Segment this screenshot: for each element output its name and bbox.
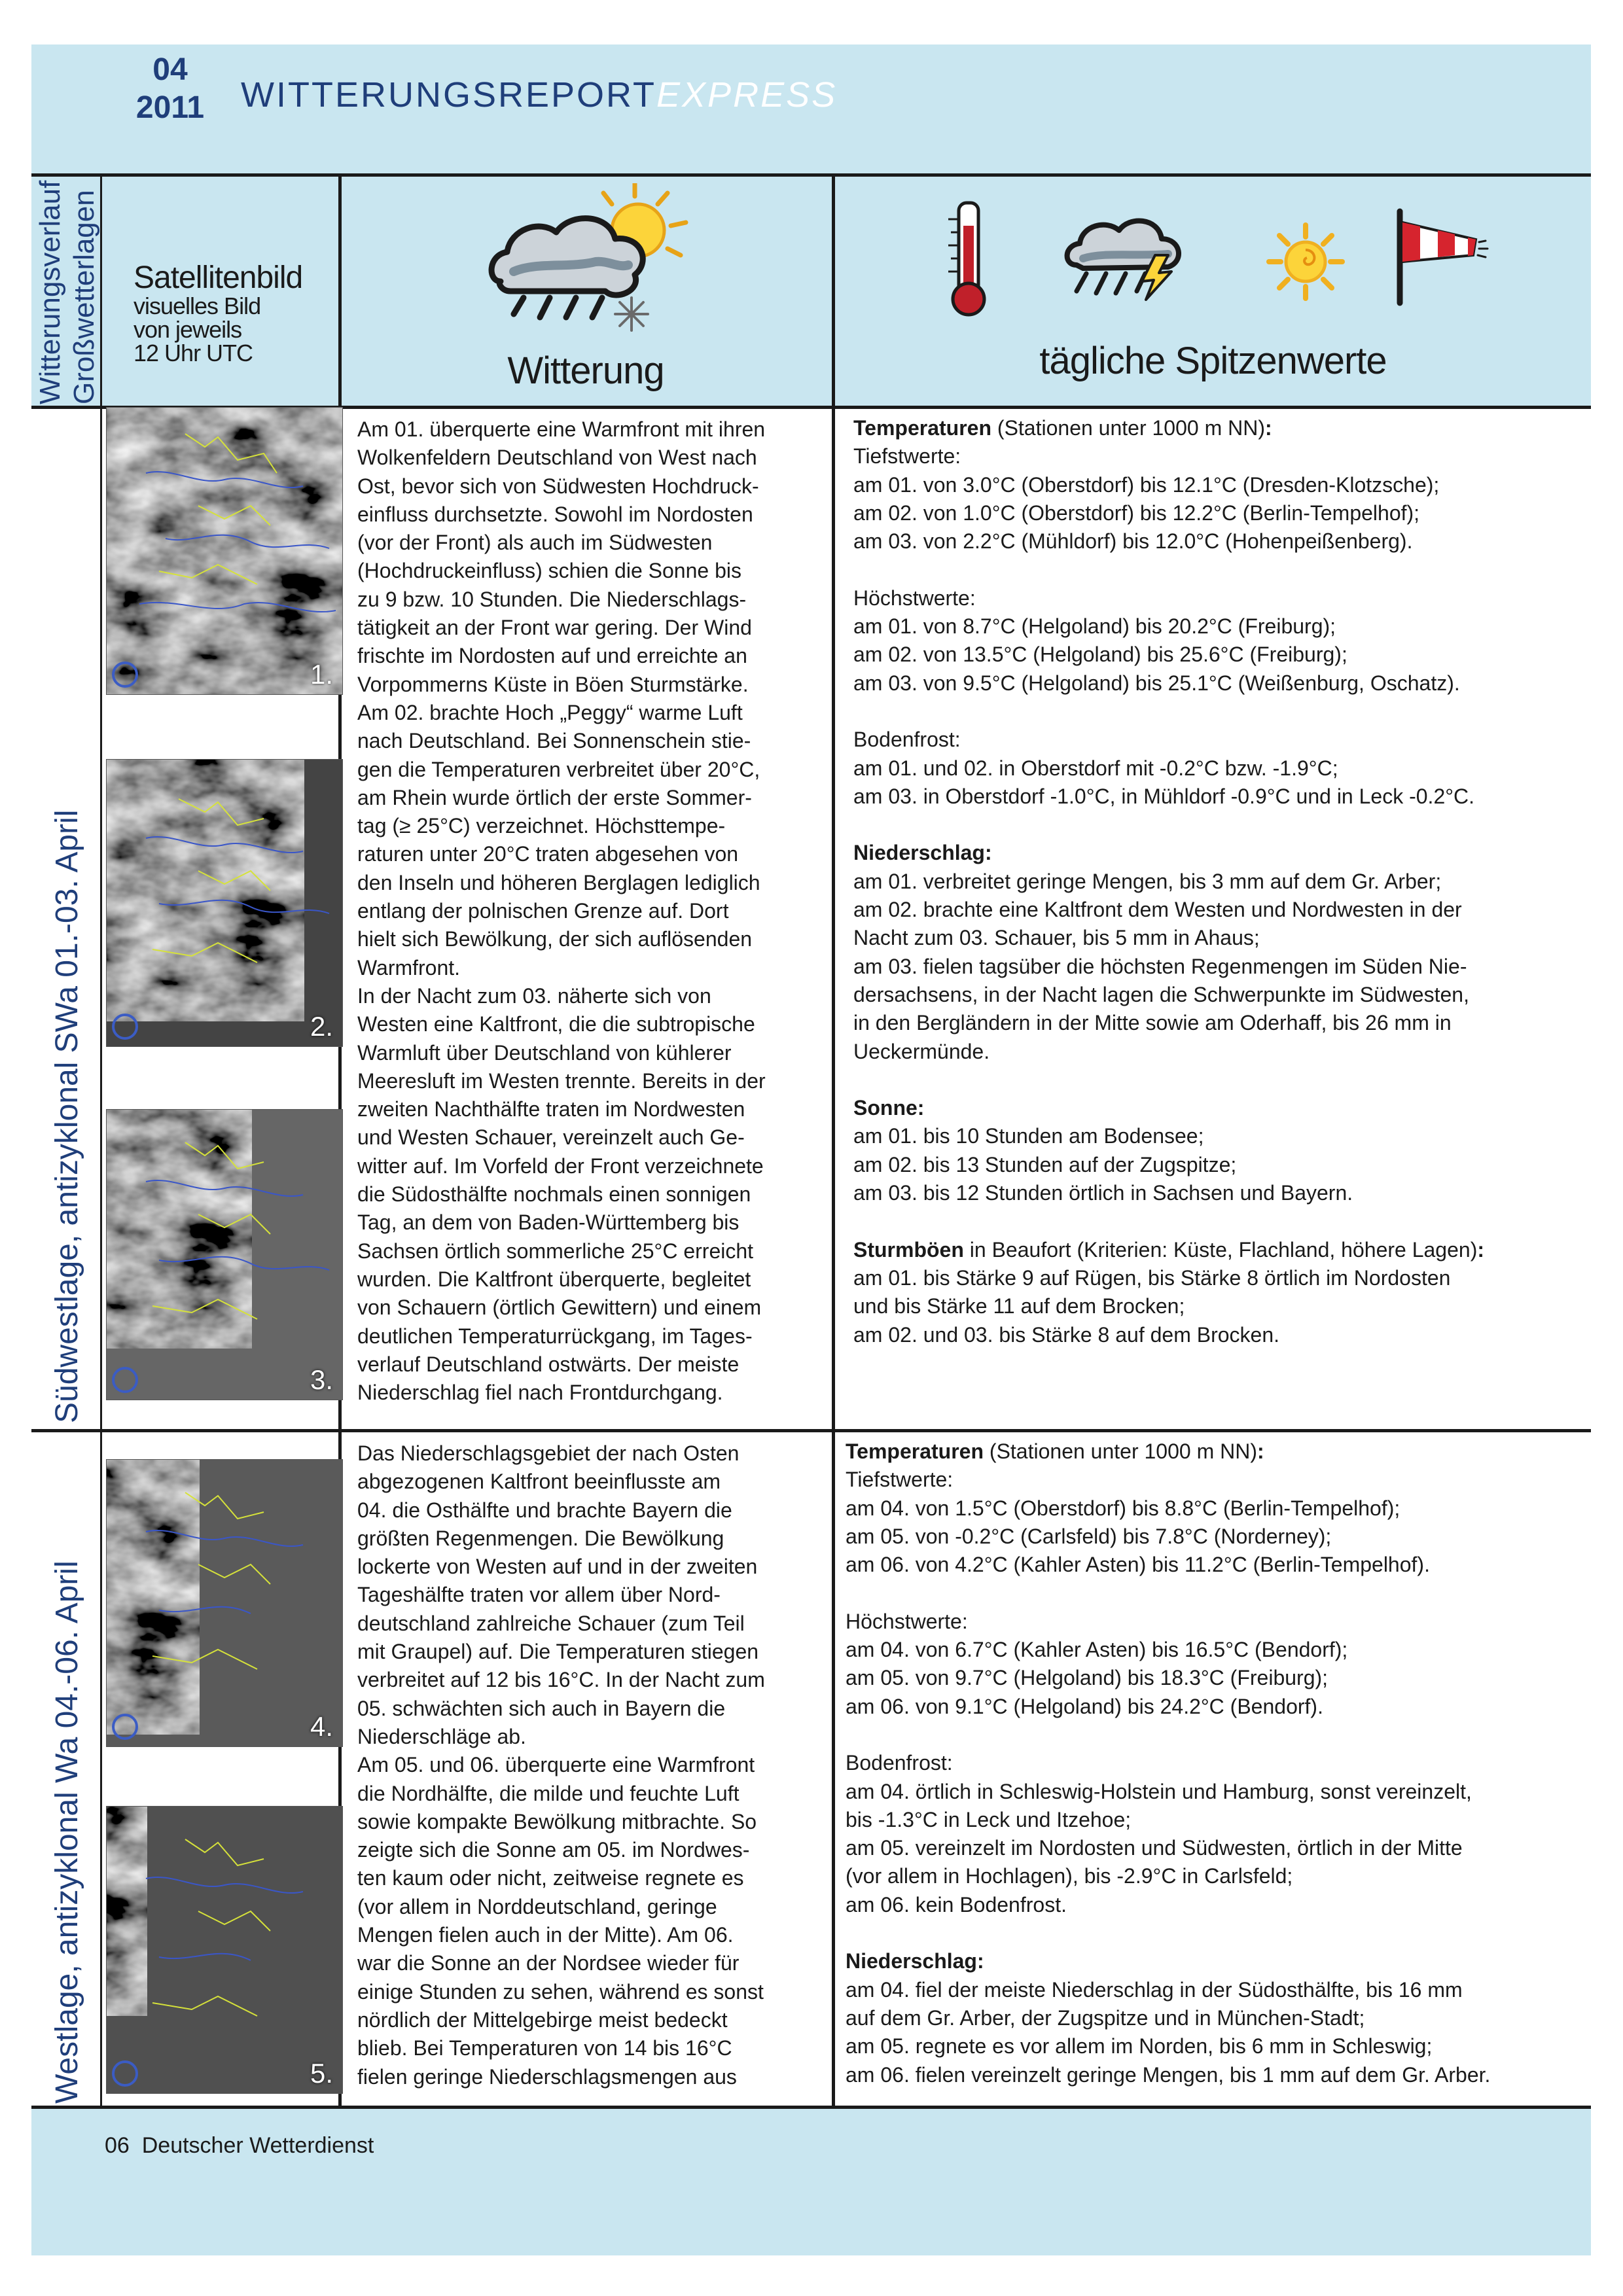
- weather-line: zu 9 bzw. 10 Stunden. Die Niederschlags-: [357, 587, 747, 611]
- peak-line: [846, 1806, 1585, 1834]
- peak-line: [853, 1207, 1586, 1235]
- issue-year: 2011: [135, 90, 205, 125]
- weather-line: Meeresluft im Westen trennte. Bereits in der: [357, 1069, 766, 1093]
- weather-line: Am 01. überquerte eine Warmfront mit ihren: [357, 417, 766, 441]
- peak-text: (Stationen unter 1000 m NN): [984, 1439, 1257, 1463]
- weather-line: Westen eine Kaltfront, die die subtropische: [357, 1012, 755, 1036]
- peak-text: am 03. fielen tagsüber die höchsten Regenmengen im Süden Nie-: [853, 954, 1467, 978]
- weather-line: gen die Temperaturen verbreitet über 20°C,: [357, 757, 760, 781]
- peak-line: [846, 1947, 1585, 1975]
- weather-line: Warmfront.: [357, 955, 461, 980]
- peak-line: [853, 783, 1586, 811]
- peak-text: am 02. von 13.5°C (Helgoland) bis 25.6°C (Freiburg);: [853, 643, 1347, 667]
- peak-line: [853, 1009, 1586, 1037]
- satellite-image-3: [106, 1109, 343, 1400]
- peak-line: [853, 726, 1586, 754]
- peak-text: Ueckermünde.: [853, 1039, 990, 1063]
- peak-text: am 02. brachte eine Kaltfront dem Westen und Nordwesten in der: [853, 898, 1462, 922]
- peak-text: am 03. in Oberstdorf -1.0°C, in Mühldorf -0.9°C und in Leck -0.2°C.: [853, 784, 1475, 808]
- peak-text: Höchstwerte:: [846, 1609, 968, 1633]
- weather-line: Das Niederschlagsgebiet der nach Osten: [357, 1441, 740, 1465]
- weather-line: Warmluft über Deutschland von kühlerer: [357, 1040, 732, 1065]
- peak-text: am 05. vereinzelt im Nordosten und Südwesten, örtlich in der Mitte: [846, 1836, 1463, 1860]
- peak-line: [853, 641, 1586, 669]
- weather-text-section-2: [357, 1439, 825, 2091]
- peak-line: [853, 754, 1586, 783]
- peak-line: [853, 1292, 1586, 1320]
- peak-line: [853, 1264, 1586, 1292]
- peak-line: [846, 1494, 1585, 1523]
- peak-line: [846, 1919, 1585, 1947]
- weather-line: Ost, bevor sich von Südwesten Hochdruck-: [357, 474, 759, 498]
- peak-text: Tiefstwerte:: [846, 1468, 954, 1492]
- weather-line: Niederschlag fiel nach Frontdurchgang.: [357, 1381, 723, 1405]
- weather-line: die Nordhälfte, die milde und feuchte Luft: [357, 1781, 740, 1805]
- weather-line: Wolkenfeldern Deutschland von West nach: [357, 446, 757, 470]
- weather-line: (vor allem in Norddeutschland, geringe: [357, 1894, 717, 1918]
- weather-line: deutlichen Temperaturrückgang, im Tages-: [357, 1324, 753, 1348]
- peak-line: [853, 811, 1586, 839]
- peak-line: [846, 1523, 1585, 1551]
- peak-line: [846, 2004, 1585, 2032]
- peak-line: [846, 1438, 1585, 1466]
- peak-text: Bodenfrost:: [846, 1751, 953, 1775]
- peaks-text-section-2: [846, 1438, 1585, 2089]
- weather-line: sowie kompakte Bewölkung mitbrachte. So: [357, 1809, 757, 1833]
- satellite-title: Satellitenbild: [134, 260, 303, 295]
- peak-heading: Sturmböen: [853, 1237, 964, 1262]
- peak-text: am 02. und 03. bis Stärke 8 auf dem Brocken.: [853, 1322, 1280, 1347]
- vertical-label-grosswetterlagen: Großwetterlagen: [68, 190, 100, 404]
- peak-line: [853, 953, 1586, 981]
- peak-line: [846, 1664, 1585, 1692]
- peak-text: Höchstwerte:: [853, 586, 976, 610]
- peak-line: [846, 1693, 1585, 1721]
- peak-line: [853, 669, 1586, 698]
- satellite-image-4: [106, 1459, 343, 1747]
- peak-line: [853, 924, 1586, 952]
- peak-text: am 01. bis Stärke 9 auf Rügen, bis Stärke 8 örtlich im Nordosten: [853, 1265, 1451, 1290]
- windsock-icon: [1391, 208, 1489, 306]
- dwd-logo-icon: [112, 2060, 138, 2087]
- thermometer-icon: [939, 200, 998, 317]
- thunderstorm-icon: [1063, 209, 1188, 301]
- peak-text: auf dem Gr. Arber, der Zugspitze und in München-Stadt;: [846, 2005, 1365, 2030]
- satellite-image-caption: 2.: [310, 1011, 333, 1042]
- weather-line: verlauf Deutschland ostwärts. Der meiste: [357, 1352, 740, 1376]
- cloud-sun-icon: [484, 183, 700, 340]
- peak-text: am 06. von 9.1°C (Helgoland) bis 24.2°C (Bendorf).: [846, 1694, 1323, 1718]
- peak-line: [853, 1038, 1586, 1066]
- peak-colon: :: [1257, 1439, 1264, 1463]
- peak-text: am 05. von -0.2°C (Carlsfeld) bis 7.8°C (Norderney);: [846, 1524, 1332, 1548]
- weather-line: abgezogenen Kaltfront beeinflusste am: [357, 1470, 721, 1494]
- weather-line: Niederschläge ab.: [357, 1724, 526, 1748]
- peak-line: [846, 2061, 1585, 2089]
- peak-text: am 01. bis 10 Stunden am Bodensee;: [853, 1124, 1204, 1148]
- weather-line: hielt sich Bewölkung, der sich auflösenden: [357, 927, 753, 951]
- peak-text: am 03. von 9.5°C (Helgoland) bis 25.1°C (Weißenburg, Oschatz).: [853, 671, 1460, 695]
- peak-line: [853, 1122, 1586, 1150]
- weather-line: deutschland zahlreiche Schauer (zum Teil: [357, 1611, 745, 1635]
- peak-text: (Stationen unter 1000 m NN): [991, 416, 1265, 440]
- satellite-image-1: [106, 407, 343, 695]
- report-title-suffix: EXPRESS: [656, 75, 838, 115]
- dwd-logo-icon: [112, 1014, 138, 1040]
- peak-text: in den Bergländern in der Mitte sowie am Oderhaff, bis 26 mm in: [853, 1011, 1452, 1035]
- peak-text: am 04. örtlich in Schleswig-Holstein und Hamburg, sonst vereinzelt,: [846, 1779, 1472, 1803]
- weather-line: 04. die Osthälfte und brachte Bayern die: [357, 1498, 732, 1522]
- sun-icon: [1266, 222, 1345, 301]
- peak-heading: Niederschlag:: [846, 1949, 984, 1973]
- weather-line: nördlich der Mittelgebirge meist bedeckt: [357, 2007, 728, 2032]
- weather-line: war die Sonne an der Nordsee wieder für: [357, 1951, 740, 1975]
- peak-text: am 03. bis 12 Stunden örtlich in Sachsen und Bayern.: [853, 1181, 1353, 1205]
- peaks-text-section-1: [853, 414, 1586, 1349]
- peak-line: [846, 1976, 1585, 2004]
- publisher: Deutscher Wetterdienst: [141, 2133, 374, 2158]
- peak-line: [846, 1636, 1585, 1664]
- satellite-image-caption: 5.: [310, 2058, 333, 2089]
- satellite-image-5: [106, 1806, 343, 2094]
- weather-line: (vor der Front) als auch im Südwesten: [357, 531, 713, 555]
- satellite-subtitle-1: visuelles Bild: [134, 292, 261, 319]
- peak-heading: Sonne:: [853, 1096, 925, 1120]
- peak-text: am 04. von 1.5°C (Oberstdorf) bis 8.8°C (Berlin-Tempelhof);: [846, 1496, 1400, 1520]
- weather-line: tätigkeit an der Front war gering. Der Wind: [357, 616, 752, 640]
- peak-text: am 06. fielen vereinzelt geringe Mengen, bis 1 mm auf dem Gr. Arber.: [846, 2062, 1491, 2087]
- satellite-subtitle-3: 12 Uhr UTC: [134, 340, 253, 366]
- peak-text: am 02. von 1.0°C (Oberstdorf) bis 12.2°C (Berlin-Tempelhof);: [853, 501, 1420, 525]
- peak-text: am 06. kein Bodenfrost.: [846, 1892, 1067, 1916]
- peak-line: [853, 527, 1586, 556]
- peak-line: [853, 1094, 1586, 1122]
- weather-line: den Inseln und höheren Berglagen lediglich: [357, 870, 760, 894]
- peak-line: [853, 499, 1586, 527]
- peak-line: [853, 896, 1586, 924]
- peak-line: [853, 981, 1586, 1009]
- weather-line: Am 02. brachte Hoch „Peggy“ warme Luft: [357, 700, 743, 724]
- weather-line: lockerte von Westen auf und in der zweiten: [357, 1555, 758, 1579]
- peak-text: Bodenfrost:: [853, 728, 961, 752]
- footer: [105, 2133, 374, 2159]
- peak-line: [846, 1608, 1585, 1636]
- peaks-column-rule: [832, 175, 835, 2107]
- weather-line: nach Deutschland. Bei Sonnenschein stie-: [357, 729, 751, 753]
- weather-line: (Hochdruckeinfluss) schien die Sonne bis: [357, 559, 741, 583]
- peak-heading: Niederschlag:: [853, 841, 992, 865]
- peak-line: [846, 1466, 1585, 1494]
- peak-text: am 01. und 02. in Oberstdorf mit -0.2°C bzw. -1.9°C;: [853, 756, 1338, 780]
- weather-line: ten kaum oder nicht, zeitweise regnete es: [357, 1866, 744, 1890]
- weather-line: Vorpommerns Küste in Böen Sturmstärke.: [357, 672, 749, 696]
- peak-text: Tiefstwerte:: [853, 444, 961, 468]
- weather-text-section-1: [357, 415, 825, 1407]
- peak-line: [846, 1862, 1585, 1890]
- weather-line: verbreitet auf 12 bis 16°C. In der Nacht zum: [357, 1668, 765, 1692]
- issue-number: 04: [152, 52, 188, 87]
- weather-line: wurden. Die Kaltfront überquerte, begleitet: [357, 1267, 751, 1291]
- section-divider: [31, 1429, 1591, 1432]
- peak-line: [853, 612, 1586, 641]
- peak-text: und bis Stärke 11 auf dem Brocken;: [853, 1294, 1185, 1318]
- satellite-image-caption: 4.: [310, 1711, 333, 1742]
- weather-line: Am 05. und 06. überquerte eine Warmfront: [357, 1753, 755, 1777]
- peak-line: [853, 471, 1586, 499]
- peak-text: am 05. regnete es vor allem im Norden, bis 6 mm in Schleswig;: [846, 2034, 1433, 2058]
- weather-line: mit Graupel) auf. Die Temperaturen stiegen: [357, 1640, 759, 1664]
- page-number: 06: [105, 2133, 130, 2158]
- peak-line: [846, 1891, 1585, 1919]
- weather-line: tag (≥ 25°C) verzeichnet. Höchsttempe-: [357, 814, 726, 838]
- weather-line: Tag, an dem von Baden-Württemberg bis: [357, 1210, 740, 1235]
- weather-line: einige Stunden zu sehen, während es sonst: [357, 1979, 764, 2004]
- peak-line: [846, 1551, 1585, 1579]
- peak-text: am 06. von 4.2°C (Kahler Asten) bis 11.2°C (Berlin-Tempelhof).: [846, 1553, 1430, 1577]
- weather-line: raturen unter 20°C traten abgesehen von: [357, 842, 739, 866]
- weather-line: zeigte sich die Sonne am 05. im Nordwes-: [357, 1838, 750, 1862]
- weather-line: von Schauern (örtlich Gewittern) und einem: [357, 1296, 762, 1320]
- peak-line: [853, 1179, 1586, 1207]
- satellite-image-caption: 1.: [310, 659, 333, 690]
- dwd-logo-icon: [112, 1714, 138, 1740]
- vertical-label-witterungsverlauf: Witterungsverlauf: [34, 180, 66, 404]
- weather-line: Tageshälfte traten vor allem über Nord-: [357, 1583, 721, 1607]
- table-bottom-rule: [31, 2106, 1591, 2109]
- weather-line: fielen geringe Niederschlagsmengen aus: [357, 2064, 737, 2089]
- peak-colon: :: [1477, 1237, 1484, 1262]
- weather-line: die Südosthälfte nochmals einen sonnigen: [357, 1182, 751, 1207]
- satellite-subtitle-2: von jeweils: [134, 316, 242, 343]
- weather-line: frischte im Nordosten auf und erreichte an: [357, 644, 747, 668]
- peak-text: am 05. von 9.7°C (Helgoland) bis 18.3°C (Freiburg);: [846, 1666, 1329, 1690]
- table-top-rule: [31, 173, 1591, 177]
- satellite-header: [134, 262, 336, 365]
- peak-text: am 03. von 2.2°C (Mühldorf) bis 12.0°C (Hohenpeißenberg).: [853, 529, 1413, 554]
- peak-text: am 01. von 8.7°C (Helgoland) bis 20.2°C (Freiburg);: [853, 614, 1336, 639]
- weather-line: und Westen Schauer, vereinzelt auch Ge-: [357, 1125, 745, 1150]
- peak-line: [853, 698, 1586, 726]
- peak-text: dersachsens, in der Nacht lagen die Schwerpunkte im Südwesten,: [853, 982, 1469, 1006]
- peak-text: am 01. von 3.0°C (Oberstdorf) bis 12.1°C (Dresden-Klotzsche);: [853, 472, 1440, 497]
- peak-line: [853, 414, 1586, 442]
- peak-line: [846, 1749, 1585, 1777]
- weather-line: größten Regenmengen. Die Bewölkung: [357, 1526, 724, 1550]
- dwd-logo-icon: [112, 1367, 138, 1393]
- peak-text: am 04. von 6.7°C (Kahler Asten) bis 16.5°C (Bendorf);: [846, 1638, 1348, 1662]
- dwd-logo-icon: [112, 662, 138, 688]
- peak-line: [853, 1321, 1586, 1349]
- left-column-rule: [100, 173, 102, 2107]
- section-label-1: Südwestlage, antizyklonal SWa 01.-03. April: [50, 809, 84, 1423]
- peak-text: am 02. bis 13 Stunden auf der Zugspitze;: [853, 1152, 1237, 1176]
- weather-line: witter auf. Im Vorfeld der Front verzeichnete: [357, 1154, 764, 1178]
- weather-line: einfluss durchsetzte. Sowohl im Nordosten: [357, 502, 753, 526]
- satellite-image-caption: 3.: [310, 1364, 333, 1395]
- section-label-2: Westlage, antizyklonal Wa 04.-06. April: [50, 1561, 84, 2104]
- peak-line: [846, 1778, 1585, 1806]
- peak-line: [853, 1236, 1586, 1264]
- peak-colon: :: [1265, 416, 1272, 440]
- weather-line: zweiten Nachthälfte traten im Nordwesten: [357, 1097, 745, 1122]
- satellite-image-2: [106, 759, 343, 1047]
- weather-line: blieb. Bei Temperaturen von 14 bis 16°C: [357, 2036, 732, 2060]
- peak-line: [846, 1834, 1585, 1862]
- weather-line: Mengen fielen auch in der Mitte). Am 06.: [357, 1923, 734, 1947]
- peak-text: in Beaufort (Kriterien: Küste, Flachland, höhere Lagen): [963, 1237, 1478, 1262]
- peak-line: [853, 556, 1586, 584]
- peak-line: [853, 1066, 1586, 1094]
- peak-line: [853, 1151, 1586, 1179]
- peak-text: am 01. verbreitet geringe Mengen, bis 3 mm auf dem Gr. Arber;: [853, 869, 1442, 893]
- peak-heading: Temperaturen: [846, 1439, 984, 1463]
- weather-line: In der Nacht zum 03. näherte sich von: [357, 983, 711, 1008]
- peak-text: bis -1.3°C in Leck und Itzehoe;: [846, 1807, 1132, 1831]
- peak-text: (vor allem in Hochlagen), bis -2.9°C in Carlsfeld;: [846, 1864, 1293, 1888]
- peak-line: [853, 442, 1586, 470]
- weather-line: am Rhein wurde örtlich der erste Sommer-: [357, 785, 752, 809]
- peak-line: [846, 1721, 1585, 1749]
- report-title: [241, 75, 837, 115]
- weather-column-title: Witterung: [507, 349, 664, 392]
- weather-line: 05. schwächten sich auch in Bayern die: [357, 1696, 726, 1720]
- peak-text: am 04. fiel der meiste Niederschlag in der Südosthälfte, bis 16 mm: [846, 1977, 1463, 2002]
- weather-line: Sachsen örtlich sommerliche 25°C erreicht: [357, 1239, 754, 1263]
- report-title-main: WITTERUNGSREPORT: [241, 75, 657, 115]
- peak-line: [853, 584, 1586, 612]
- peak-line: [853, 868, 1586, 896]
- peak-line: [846, 1579, 1585, 1607]
- peak-text: Nacht zum 03. Schauer, bis 5 mm in Ahaus;: [853, 926, 1260, 950]
- peak-line: [846, 2032, 1585, 2060]
- peaks-column-title: tägliche Spitzenwerte: [1039, 340, 1387, 382]
- weather-line: entlang der polnischen Grenze auf. Dort: [357, 899, 729, 923]
- peak-heading: Temperaturen: [853, 416, 992, 440]
- peak-line: [853, 839, 1586, 867]
